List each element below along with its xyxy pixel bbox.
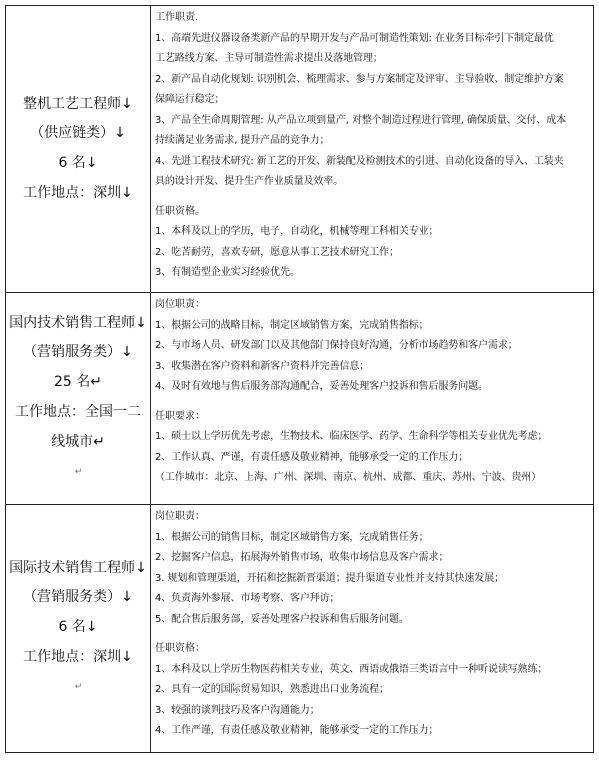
detail-line: 4、及时有效地与售后服务部沟通配合，妥善处理客户投诉和售后服务问题。 <box>155 381 488 392</box>
detail-line: 工艺路线方案、主导可制造性需求提出及落地管理； <box>155 53 383 64</box>
job-headcount: 25 名↵ <box>54 374 102 390</box>
detail-line: 2、吃苦耐劳，喜欢专研，愿意从事工艺技术研究工作； <box>155 246 399 258</box>
job-category: （供应链类）↓ <box>30 124 126 141</box>
detail-line: 4、工作严谨，有责任感及敬业精神，能够承受一定的工作压力； <box>155 725 439 736</box>
job-row <box>6 6 594 293</box>
job-title: 国际技术销售工程师↓ <box>9 560 147 576</box>
job-category: （营销服务类）↓ <box>23 344 133 360</box>
detail-line: 4、负责海外参展、市场考察、客户拜访； <box>155 593 340 604</box>
detail-line: 3、产品全生命周期管理: 从产品立项到量产, 对整个制造过程进行管理, 确保质量、交付、成本 <box>155 114 567 126</box>
section-heading: 工作职责. <box>155 12 199 23</box>
detail-line: 3. 规划和管理渠道，开拓和挖掘新晋渠道；提升渠道专业性并支持其快速发展； <box>155 572 505 584</box>
detail-line: 1、根据公司的战略目标，制定区域销售方案，完成销售指标； <box>155 319 429 331</box>
section-heading: 任职要求： <box>155 410 205 422</box>
detail-line: 2、工作认真、严谨，有责任感及敬业精神，能够承受一定的工作压力； <box>155 451 469 463</box>
detail-line: （工作城市：北京、上海、广州、深圳、南京、杭州、成都、重庆、苏州、宁波、贵州） <box>155 472 542 483</box>
detail-line: 1、本科及以上学历生物医药相关专业，英文、西语或俄语三类语言中一种听说读写熟练； <box>155 663 548 675</box>
detail-line: 持续满足业务需求, 提升产品的竞争力； <box>155 135 330 146</box>
detail-line: 3、较强的谈判技巧及客户沟通能力； <box>155 704 320 716</box>
paragraph-mark: ↵ <box>74 682 83 692</box>
section-heading: 任职资格。 <box>155 205 205 217</box>
job-location: 工作地点：深圳↓ <box>23 184 133 201</box>
detail-line: 1、本科及以上的学历，电子，自动化，机械等理工科相关专业； <box>155 226 439 237</box>
job-title: 整机工艺工程师↓ <box>23 95 133 112</box>
job-listing-table <box>5 5 594 753</box>
job-title: 国内技术销售工程师↓ <box>9 315 147 331</box>
detail-line: 2、新产品自动化规划: 识别机会、梳理需求、参与方案制定及评审、主导验收、制定维护方案 <box>155 73 564 85</box>
detail-line: 1、根据公司的销售目标，制定区域销售方案，完成销售任务； <box>155 531 429 543</box>
detail-line: 保障运行稳定； <box>155 94 225 105</box>
job-row <box>6 293 594 505</box>
detail-line: 3、有制造型企业实习经验优先。 <box>155 267 300 278</box>
detail-line: 1、硕士以上学历优先考虑，生物技术、临床医学、药学、生命科学等相关专业优先考虑； <box>155 431 548 442</box>
paragraph-mark: ↵ <box>74 467 83 477</box>
detail-line: 3、收集潜在客户资料和新客户资料并完善信息； <box>155 360 370 372</box>
job-detail-cell <box>151 6 594 293</box>
job-headcount: 6 名↓ <box>58 154 98 171</box>
job-summary-cell <box>6 293 151 505</box>
job-summary-cell <box>6 6 151 293</box>
job-detail-cell <box>151 293 594 505</box>
section-heading: 岗位职责： <box>155 299 205 310</box>
job-summary-cell <box>6 505 151 753</box>
detail-line: 2、挖掘客户信息，拓展海外销售市场，收集市场信息及客户需求； <box>155 552 449 563</box>
job-headcount: 6 名↓ <box>58 619 98 635</box>
detail-line: 4、先进工程技术研究: 新工艺的开发、新装配及检测技术的引进、自动化设备的导入、工装夹 <box>155 155 564 167</box>
job-location: 工作地点：全国一二 <box>15 404 141 420</box>
detail-line: 2、具有一定的国际贸易知识，熟悉进出口业务流程； <box>155 684 389 695</box>
job-category: （营销服务类）↓ <box>23 589 133 605</box>
detail-line: 1、高端先进仪器设备类新产品的早期开发与产品可制造性策划: 在业务目标牵引下制定最优 <box>155 32 554 44</box>
job-location: 工作地点：深圳↓ <box>23 649 133 665</box>
detail-line: 5、配合售后服务部，妥善处理客户投诉和售后服务问题。 <box>155 613 409 625</box>
section-heading: 岗位职责： <box>155 511 205 522</box>
job-location-continued: 线城市↵ <box>51 434 105 450</box>
section-heading: 任职资格： <box>155 643 205 654</box>
job-detail-cell <box>151 505 594 753</box>
detail-line: 2、与市场人员、研发部门以及其他部门保持良好沟通，分析市场趋势和客户需求； <box>155 340 518 351</box>
job-row <box>6 505 594 753</box>
detail-line: 具的设计开发、提升生产作业质量及效率。 <box>155 176 344 187</box>
